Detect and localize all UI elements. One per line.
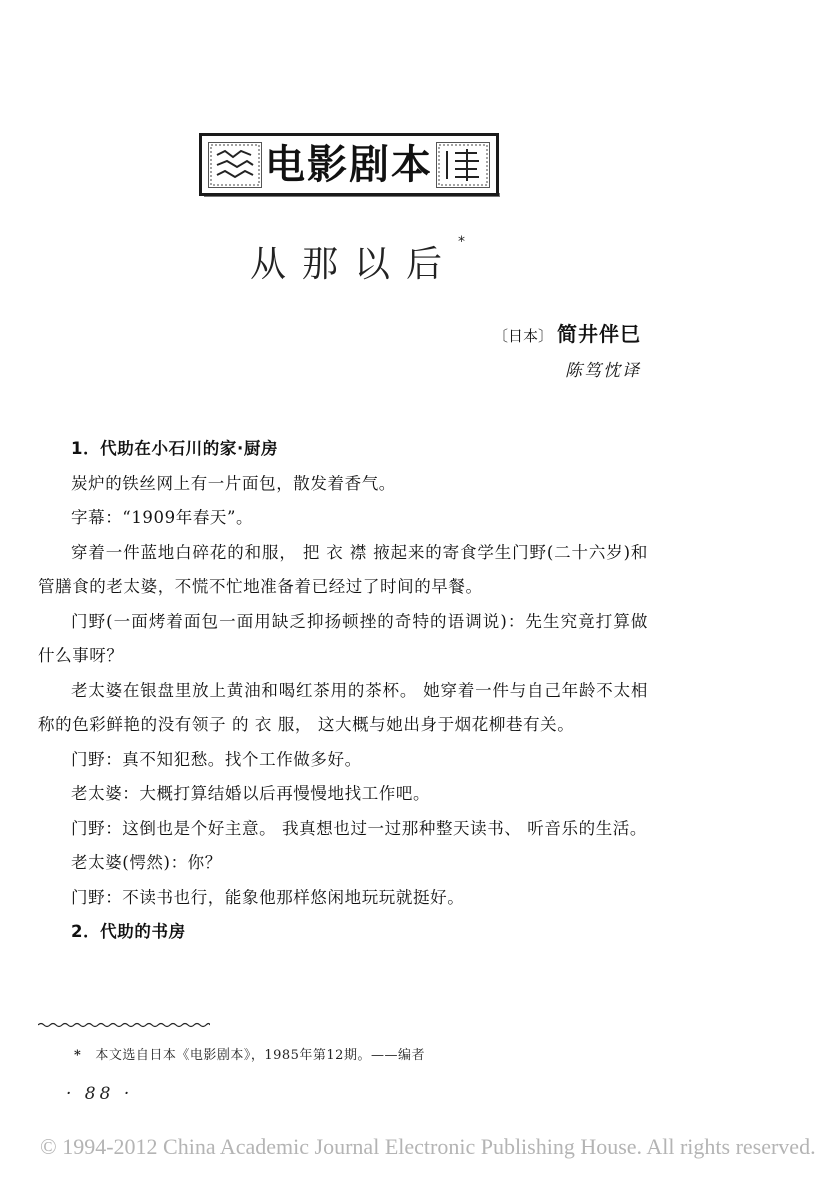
screenplay-title xyxy=(250,236,465,287)
copyright-notice: © 1994-2012 China Academic Journal Electronic Publishing House. All rights reserved. xyxy=(40,1134,816,1159)
footnote-text: 本文选自日本《电影剧本》，1985年第12期。——编者 xyxy=(95,1048,425,1063)
section-banner xyxy=(199,133,499,196)
banner-title: 电影剧本 xyxy=(265,141,433,188)
banner-ornament-right-icon xyxy=(436,142,490,188)
body-paragraph: 门野：真不知犯愁。找个工作做多好。 xyxy=(71,749,362,769)
body-paragraph: 门野：不读书也行，能象他那样悠闲地玩玩就挺好。 xyxy=(71,887,465,907)
scene-heading: 2．代助的书房 xyxy=(71,922,186,941)
title-footnote-mark: * xyxy=(458,234,466,250)
body-paragraph: 老太婆(愕然)：你？ xyxy=(71,853,222,872)
body-paragraph: 门野(一面烤着面包一面用缺乏抑扬顿挫的奇特的语调说)：先生究竟打算做什么事呀？ xyxy=(38,611,648,665)
body-paragraph: 炭炉的铁丝网上有一片面包，散发着香气。 xyxy=(71,473,396,493)
footnote-rule xyxy=(38,1022,210,1028)
body-paragraph: 字幕：“1909年春天”。 xyxy=(71,508,254,527)
body-text xyxy=(38,432,648,950)
author-country: 〔日本〕 xyxy=(492,327,553,345)
footnote xyxy=(74,1044,425,1063)
body-paragraph: 老太婆在银盘里放上黄油和喝红茶用的茶杯。 她穿着一件与自己年龄不太相称的色彩鲜艳的没有领子 的 衣 服， 这大概与她出身于烟花柳巷有关。 xyxy=(38,680,648,734)
body-paragraph: 穿着一件蓝地白碎花的和服， 把 衣 襟 掖起来的寄食学生门野(二十六岁)和管膳食的老太婆，不慌不忙地准备着已经过了时间的早餐。 xyxy=(38,542,648,596)
scene-heading: 1．代助在小石川的家·厨房 xyxy=(71,439,279,458)
author-line xyxy=(493,318,641,347)
banner-ornament-left-icon xyxy=(208,142,262,188)
screenplay-title-text: 从那以后 xyxy=(250,244,459,285)
page-number: · 88 · xyxy=(66,1084,134,1104)
footnote-mark: * xyxy=(74,1048,82,1063)
body-paragraph: 老太婆：大概打算结婚以后再慢慢地找工作吧。 xyxy=(71,784,431,803)
translator-credit: 陈笃忱译 xyxy=(565,361,641,381)
author-name: 简井伴巳 xyxy=(557,322,641,346)
body-paragraph: 门野：这倒也是个好主意。 我真想也过一过那种整天读书、 听音乐的生活。 xyxy=(71,818,647,838)
